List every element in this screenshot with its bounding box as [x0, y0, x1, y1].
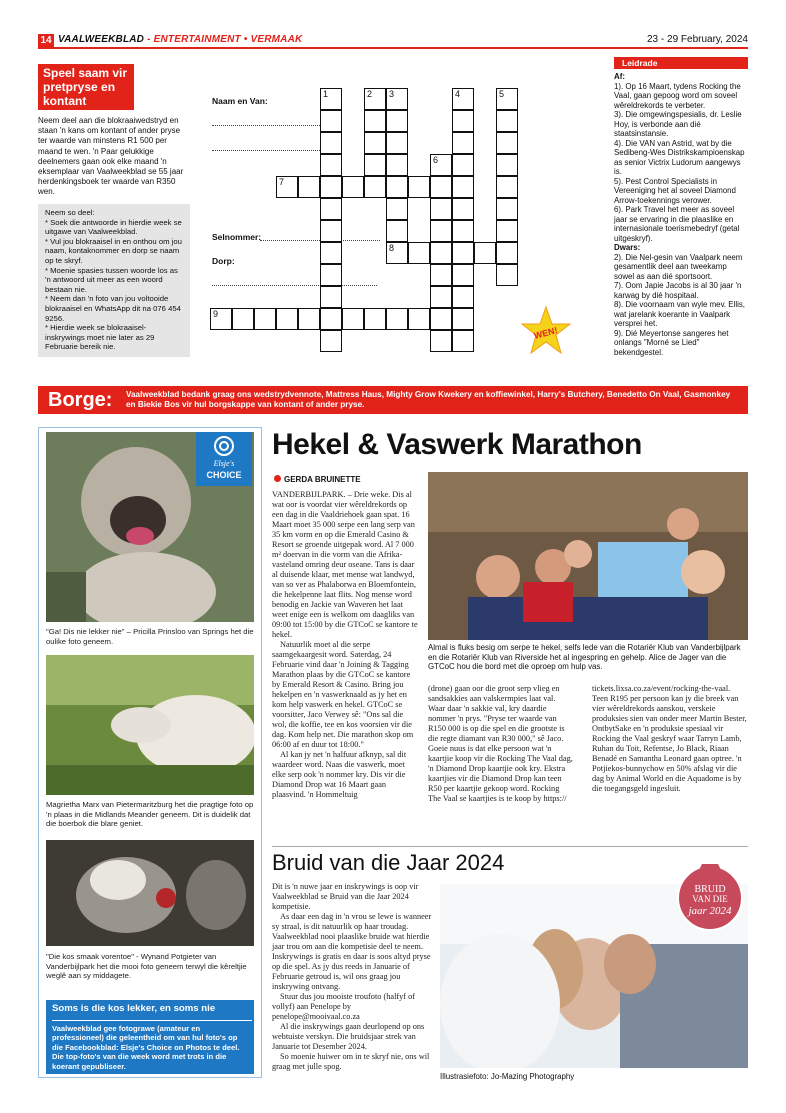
info-box-title: Soms is die kos lekker, en soms nie: [52, 1003, 216, 1014]
section-divider: [272, 846, 748, 847]
crossword-cell[interactable]: [496, 88, 518, 110]
crossword-cell[interactable]: [408, 176, 430, 198]
badge-line2: CHOICE: [206, 470, 242, 480]
paragraph: Al kan jy net 'n halfuur afknyp, sal dit waardeer word. Naas die vaswerk, moet elke serp ook 'n nommer kry. Dis vir die Diamond Drop wat 16 Maart gaan plaasvind. 'n Hommeltuig: [272, 750, 407, 799]
article-column-1: [272, 490, 418, 800]
cell-number: 5: [499, 89, 505, 99]
crossword-cell[interactable]: [496, 198, 518, 220]
crossword-cell[interactable]: [254, 308, 276, 330]
crossword-cell[interactable]: [342, 308, 364, 330]
crossword-cell[interactable]: [408, 242, 430, 264]
sponsors-bar: [38, 386, 748, 414]
crossword: [200, 70, 606, 360]
crossword-cell[interactable]: [430, 264, 452, 286]
publication-title: VAALWEEKBLAD: [58, 34, 145, 45]
crossword-cell[interactable]: [452, 132, 474, 154]
crossword-cell[interactable]: [408, 308, 430, 330]
article-headline: Hekel & Vaswerk Marathon: [272, 428, 642, 461]
sponsors-title: Borge:: [48, 389, 113, 411]
badge-bride-line2: VAN DIE: [692, 894, 728, 904]
crossword-cell[interactable]: [430, 198, 452, 220]
name-line[interactable]: [212, 125, 320, 126]
crossword-cell[interactable]: [298, 176, 320, 198]
clue-item: 1). Op 16 Maart, tydens Rocking the Vaal, gaan gepoog word om soveel wêreldrekords te verbeter.: [614, 81, 741, 110]
crossword-cell[interactable]: [364, 132, 386, 154]
crossword-cell[interactable]: [386, 154, 408, 176]
crossword-cell[interactable]: [386, 220, 408, 242]
crossword-cell[interactable]: [276, 176, 298, 198]
crossword-cell[interactable]: [386, 176, 408, 198]
crossword-cell[interactable]: [320, 220, 342, 242]
step-item: * Moenie spasies tussen woorde los as 'n antwoord uit meer as een woord bestaan nie.: [45, 265, 178, 294]
phone-label: Selnommer:: [212, 232, 262, 242]
crossword-cell[interactable]: [364, 88, 386, 110]
crossword-cell[interactable]: [430, 242, 452, 264]
down-heading: Dwars:: [614, 243, 641, 252]
cell-number: 3: [389, 89, 395, 99]
photo-caption: "Die kos smaak vorentoe" - Wynand Potgieter van Vanderbijlpark het die mooi foto geneem terwyl die kêreltjie weglê aan sy middagete.: [46, 952, 247, 981]
bride-text: [272, 882, 432, 1072]
crossword-cell[interactable]: [474, 242, 496, 264]
crossword-cell[interactable]: [342, 176, 364, 198]
town-line[interactable]: [212, 285, 377, 286]
info-box-divider: [52, 1020, 252, 1021]
paragraph: Stuur dus jou mooiste troufoto (halfyf of vollyf) aan Penelope by penelope@mooivaal.co.za: [272, 992, 416, 1021]
paragraph: (drone) gaan oor die groot serp vlieg en sandsakkies aan valskermpies laat val. Waar daar 'n sakkie val, kry daardie nommer 'n prys. "Pryse ter waarde van R150 000 is op die spel en die grootste is die regte diamant van R30 000," sê Jaco. Goeie nuus is dat elke persoon wat 'n kaartjie koop vir die Rocking The Vaal dag, 'n Diamond Drop kaartjie ook kry. Ekstra kaartjies vir die Diamond Drop kan teen R50 per kaartjie gekoop word. Rocking The Vaal se kaartjies is te koop by https://: [428, 684, 573, 803]
crossword-cell[interactable]: [452, 242, 474, 264]
paragraph: Dit is 'n nuwe jaar en inskrywings is oop vir Vaalweekblad se Bruid van die Jaar 2024 kompetisie.: [272, 882, 419, 911]
paragraph: So moenie huiwer om in te skryf nie, ons wil graag met julle spog.: [272, 1052, 430, 1071]
crossword-cell[interactable]: [386, 242, 408, 264]
crossword-cell[interactable]: [430, 176, 452, 198]
page-number: 14: [38, 34, 54, 47]
article-column-3: [592, 684, 748, 794]
clue-item: 5). Pest Control Specialists in Vereeniging het al soveel Diamond Arrow-toekennings verower.: [614, 176, 736, 205]
clues-title: Leidrade: [614, 57, 748, 69]
cell-number: 2: [367, 89, 373, 99]
crossword-cell[interactable]: [430, 330, 452, 352]
paragraph: As daar een dag in 'n vrou se lewe is wanneer sy straal, is dit natuurlik op haar troudag. Vaalweekblad nooi plaaslike bruide wat hierdie jaar trou om aan die kompetisie deel te neem. Inskrywings is gratis en daar is soos altyd pryse op die spel. As jy dus reeds in Januarie of Februarie getroud is, wil ons graag jou inskrywing ontvang.: [272, 912, 432, 991]
elsje-info-box: [46, 1000, 254, 1074]
crossword-cell[interactable]: [452, 154, 474, 176]
clue-item: 8). Die voornaam van wyle mev. Ellis, wat jarelank koerante in Vaalpark versprei het.: [614, 300, 745, 328]
crossword-cell[interactable]: [386, 308, 408, 330]
puzzle-intro: Neem deel aan die blokraaiwedstryd en staan 'n kans om kontant of ander pryse ter waarde van minstens R1 500 per maand te wen. 'n Paar gelukkige deelnemers gaan ook elke maand 'n eksemplaar van Vaalweekblad se 55 jaar herdenkingsboek ter waarde van R350 wen.: [38, 116, 184, 197]
name-label: Naam en Van:: [212, 96, 268, 106]
step-item: * Soek die antwoorde in hierdie week se uitgawe van Vaalweekblad.: [45, 217, 182, 237]
cell-number: 8: [389, 243, 395, 253]
article-byline: [274, 475, 361, 484]
clue-item: 9). Dié Meyertonse sangeres het onlangs "Morné se Lied" bekendgestel.: [614, 328, 729, 357]
crossword-cell[interactable]: [496, 264, 518, 286]
clue-item: 7). Oom Japie Jacobs is al 30 jaar 'n karwag by dié hospitaal.: [614, 281, 742, 300]
paragraph: VANDERBIJLPARK. – Drie weke. Dis al wat oor is voordat vier wêreldrekords op een dag in die Vaaldriehoek gaan spat. 16 Maart moet 35 000 serpe een lang serp van 35 km vorm en op die Emerald Casino & Resort se groende uitgepak word. Al 7 000 m² doervan in die vorm van die Afrika-vasteland omring deur oseane. Tans is daar al duisende klaar, met mense wat landwyd, van so ver as Phalaborwa en Bloemfontein, die hekelpenne laat flits. Nog mense word benodig en Jackie van Waveren het laat weet enige een is welkom om daagliks van 09:00 tot 15:00 by die GTCoC se kantore te hekel.: [272, 490, 418, 639]
crossword-cell[interactable]: [386, 132, 408, 154]
photo-crochet-group: [428, 472, 748, 640]
crossword-cell[interactable]: [320, 242, 342, 264]
crossword-cell[interactable]: [452, 330, 474, 352]
crossword-cell[interactable]: [430, 308, 452, 330]
crossword-cell[interactable]: [386, 88, 408, 110]
crossword-cell[interactable]: [496, 154, 518, 176]
clues-list: [614, 72, 748, 357]
publication-name: [58, 34, 302, 45]
crossword-cell[interactable]: [298, 308, 320, 330]
crossword-cell[interactable]: [496, 242, 518, 264]
crossword-cell[interactable]: [496, 110, 518, 132]
crossword-cell[interactable]: [320, 330, 342, 352]
cell-number: 6: [433, 155, 439, 165]
crossword-cell[interactable]: [276, 308, 298, 330]
crossword-cell[interactable]: [452, 308, 474, 330]
crossword-cell[interactable]: [364, 176, 386, 198]
header-divider: [38, 47, 748, 49]
crossword-cell[interactable]: [320, 88, 342, 110]
bride-badge: [672, 862, 748, 932]
crossword-cell[interactable]: [496, 132, 518, 154]
puzzle-steps: [38, 204, 190, 357]
sponsors-text: Vaalweekblad bedank graag ons wedstrydvennote, Mattress Haus, Mighty Grow Kwekery en koffiewinkel, Harry's Butchery, Benedetto On Vaal, Gasmonkey en Biekie Bos vir hul borgskappe van kontant of ander pryse.: [126, 390, 731, 409]
puzzle-title: Speel saam vir pretpryse en kontant: [38, 64, 134, 110]
step-item: * Neem dan 'n foto van jou voltooide blokraaisel en WhatsApp dit na 076 454 9256.: [45, 294, 181, 323]
step-item: * Hierdie week se blokraaisel-inskrywings moet nie later as 29 Februarie bereik nie.: [45, 323, 155, 352]
issue-date: 23 - 29 February, 2024: [647, 34, 748, 45]
paragraph: Natuurlik moet al die serpe saamgekaargesit word. Saterdag, 24 Februarie vind daar 'n Joining & Tagging Marathon plaas by die GTCoC se kantore by Emerald Resort & Casino. Bring jou hekelpen en 'n vaswerknaald as jy het en kom help vaswerk en hekel. GTCoC se voorsitter, Jaco Verwey sê: "Ons sal die wol, die koffie, tee en kos voorsien vir die dag. Kom help net. Die marathon skop om 06:00 af en duur tot 18:00.": [272, 640, 414, 749]
crossword-cell[interactable]: [320, 308, 342, 330]
name-line[interactable]: [212, 150, 320, 151]
across-heading: Af:: [614, 72, 625, 81]
cell-number: 1: [323, 89, 329, 99]
crossword-cell[interactable]: [452, 176, 474, 198]
crossword-cell[interactable]: [496, 220, 518, 242]
crossword-cell[interactable]: [430, 220, 452, 242]
crossword-cell[interactable]: [364, 308, 386, 330]
paragraph: tickets.lixsa.co.za/event/rocking-the-vaal. Teen R195 per persoon kan jy die breek van vier wêreldrekords aanskou, verskeie produksies sien van onder meer Martin Bester, OntbytSake en 'n produksie spesiaal vir Rocking the Vaal geskryf waar Tarryn Lamb, Ruhan du Toit, Refentse, Jo Black, Riaan Benadé en Samantha Leonard gaan optree. 'n Potjiekos-bunnychow en 50% afslag vir die dag by Animal World en die Aquadome is by die toegangsgeld ingesluit.: [592, 684, 747, 793]
photo-caption: Magrietha Marx van Pietermaritzburg het die pragtige foto op 'n plaas in die Midlands Meander geneem. Dit is duidelik dat die boerbok die blare geniet.: [46, 800, 254, 829]
crossword-cell[interactable]: [320, 198, 342, 220]
clue-item: 4). Die VAN van Astrid, wat by die Sedibeng-Wes Distrikskampioenskap as senior Victrix Ludorum aangewys is.: [614, 138, 745, 176]
town-label: Dorp:: [212, 256, 235, 266]
cell-number: 4: [455, 89, 461, 99]
clue-item: 2). Die Nel-gesin van Vaalpark neem gesamentlik deel aan tweekamp sowel as aan dié sportsoort.: [614, 252, 743, 281]
crossword-cell[interactable]: [232, 308, 254, 330]
crossword-cell[interactable]: [320, 110, 342, 132]
crossword-cell[interactable]: [430, 286, 452, 308]
crossword-cell[interactable]: [320, 286, 342, 308]
crossword-cell[interactable]: [210, 308, 232, 330]
article-column-2: [428, 684, 574, 804]
step-item: * Vul jou blokraaisel in en onthou om jou naam, kontaknommer en dorp se naam op te skryf.: [45, 236, 182, 265]
clue-item: 6). Park Travel het meer as soveel jaar se ervaring in die plaaslike en internasionale toerismebedryf (getal uitgeskryf).: [614, 205, 740, 243]
byline-name: GERDA BRUINETTE: [284, 475, 361, 484]
cell-number: 9: [213, 309, 219, 319]
crossword-cell[interactable]: [452, 88, 474, 110]
crossword-cell[interactable]: [452, 110, 474, 132]
photo-caption: "Ga! Dis nie lekker nie" – Pricilla Prinsloo van Springs het die oulike foto geneem.: [46, 627, 254, 646]
crossword-cell[interactable]: [452, 198, 474, 220]
crossword-cell[interactable]: [364, 110, 386, 132]
crossword-cell[interactable]: [320, 154, 342, 176]
bride-headline: Bruid van die Jaar 2024: [272, 850, 505, 875]
section-name: - ENTERTAINMENT • VERMAAK: [147, 34, 303, 45]
photo-lemur: [46, 840, 254, 946]
camera-shutter-icon: [213, 435, 235, 457]
clue-item: 3). Die omgewingspesialis, dr. Leslie Hoy, is verbonde aan dié staatsinstansie.: [614, 110, 742, 138]
win-star-icon: [520, 306, 572, 356]
info-box-text: Vaalweekblad gee fotograwe (amateur en professioneel) die geleentheid om van hul foto's op die Facebookblad: Elsje's Choice on Photos te deel. Die top-foto's van die week word met trots in die koerant gepubliseer.: [52, 1024, 240, 1071]
crossword-cell[interactable]: [430, 154, 452, 176]
badge-bride-line3: jaar 2024: [688, 905, 732, 917]
crossword-cell[interactable]: [386, 198, 408, 220]
crossword-cell[interactable]: [496, 176, 518, 198]
paragraph: Al die inskrywings gaan deurlopend op ons webtuiste verskyn. Die bruidsjaar strek van Januarie tot Desember 2024.: [272, 1022, 425, 1051]
crossword-cell[interactable]: [386, 110, 408, 132]
win-badge-text: WEN!: [532, 325, 559, 341]
byline-dot-icon: [274, 475, 281, 482]
crossword-cell[interactable]: [452, 286, 474, 308]
step-item: Neem so deel:: [45, 208, 95, 217]
crossword-cell[interactable]: [364, 154, 386, 176]
photo-goat: [46, 655, 254, 795]
crossword-cell[interactable]: [452, 220, 474, 242]
badge-line1: Elsje's: [213, 459, 235, 468]
crossword-cell[interactable]: [320, 132, 342, 154]
crossword-cell[interactable]: [320, 264, 342, 286]
crossword-cell[interactable]: [320, 176, 342, 198]
crossword-cell[interactable]: [452, 264, 474, 286]
bride-photo-caption: Illustrasiefoto: Jo-Mazing Photography: [440, 1072, 575, 1081]
badge-bride-line1: BRUID: [694, 884, 726, 895]
article-photo-caption: Almal is fluks besig om serpe te hekel, selfs lede van die Rotariër Klub van Vanderbijlpark en die Rotariër Klub van Riverside het al ingespring en gehelp. Alice de Jager van die GTCoC hou die bord met die oproep om hulp vas.: [428, 643, 741, 671]
cell-number: 7: [279, 177, 285, 187]
elsje-choice-badge: [196, 432, 252, 486]
